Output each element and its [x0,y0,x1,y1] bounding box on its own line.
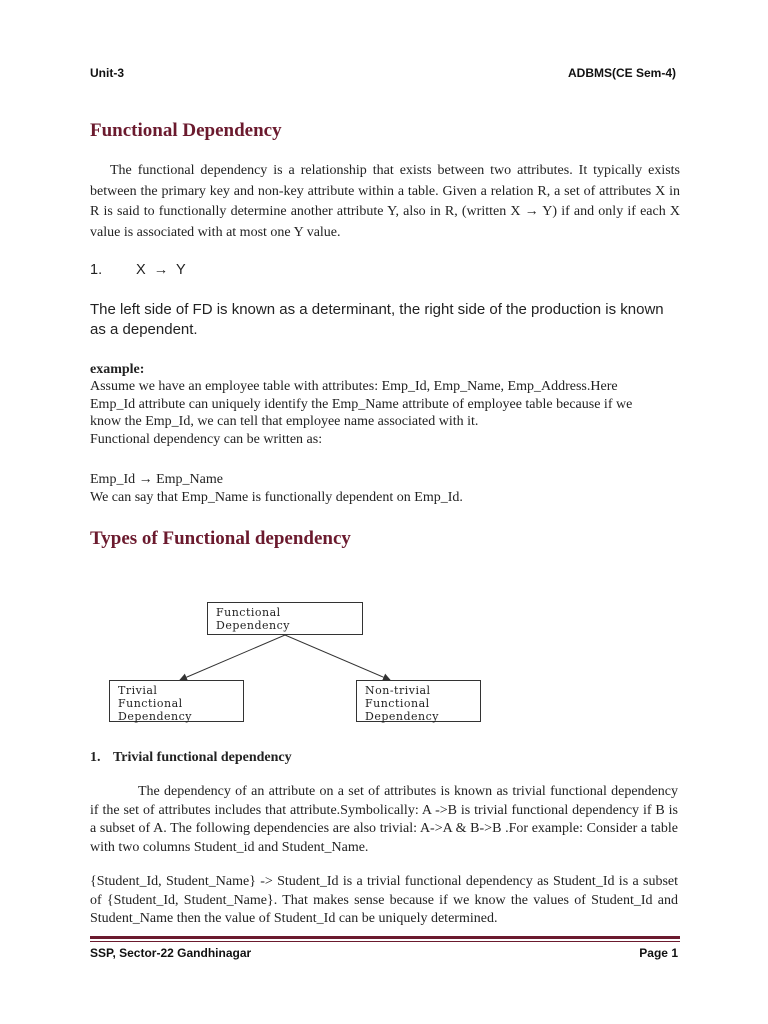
trivial-line: Trivial [118,684,158,697]
nontrivial-line: Functional [365,697,430,710]
root-line: Dependency [216,619,290,632]
example-line: Emp_Id attribute can uniquely identify the Emp_Name attribute of employee table because if we [90,396,633,412]
diagram-box-root [207,602,363,635]
nontrivial-line: Non-trivial [365,684,431,697]
diagram-box-trivial [109,680,244,722]
section-title-functional-dependency: Functional Dependency [90,120,282,141]
footer-page-number: Page 1 [639,946,678,960]
footer-institute: SSP, Sector-22 Gandhinagar [90,946,252,960]
trivial-line: Dependency [118,710,192,723]
diagram-box-nontrivial [356,680,481,722]
fd-expression: Emp_Id → Emp_Name [90,472,223,487]
arrow-to-nontrivial [285,635,390,680]
nontrivial-line: Dependency [365,710,439,723]
trivial-paragraph-2: {Student_Id, Student_Name} -> Student_Id is a trivial functional dependency as Student_Id is a subset of {Student_Id, Student_Name}. That makes sense because if we know the values of Student_Id and Student_Name then the value of Student_Id can be uniquely determined. [90,874,678,926]
example-line: Assume we have an employee table with attributes: Emp_Id, Emp_Name, Emp_Address.Here [90,379,618,394]
fd-notation: X → Y [136,262,186,278]
header-course: ADBMS(CE Sem-4) [567,66,676,80]
root-line: Functional [216,606,281,619]
header-unit: Unit-3 [90,66,124,80]
determinant-definition: The left side of FD is known as a determinant, the right side of the production is known as a dependent. [90,301,664,338]
fd-conclusion: We can say that Emp_Name is functionally dependent on Emp_Id. [90,490,463,505]
example-line: know the Emp_Id, we can tell that employee name associated with it. [90,414,479,429]
footer-rule-thin [90,941,680,942]
trivial-line: Functional [118,697,183,710]
intro-paragraph: The functional dependency is a relationship that exists between two attributes. It typically exists between the primary key and non-key attribute within a table. Given a relation R, a set of attributes X in R is said to functionally determine another attribute Y, also in R, (written X → Y) if and only if each X value is associated with at most one Y value. [90,163,680,240]
example-label: example: [90,362,145,377]
arrow-to-trivial [180,635,285,680]
trivial-paragraph-1: The dependency of an attribute on a set of attributes is known as trivial functional dependency if the set of attributes includes that attribute.Symbolically: A ->B is trivial functional dependency if B is a subset of A. The following dependencies are also trivial: A->A & B->B .For example: Consider a table with two columns Student_id and Student_Name. [90,784,678,855]
example-text [90,378,690,448]
list-number: 1. [90,262,103,278]
section-title-types: Types of Functional dependency [90,528,351,549]
footer-rule-thick [90,936,680,939]
example-line: Functional dependency can be written as: [90,431,323,447]
subheading-trivial: Trivial functional dependency [113,750,292,765]
subheading-number: 1. [90,750,101,765]
fd-types-diagram [90,590,510,730]
